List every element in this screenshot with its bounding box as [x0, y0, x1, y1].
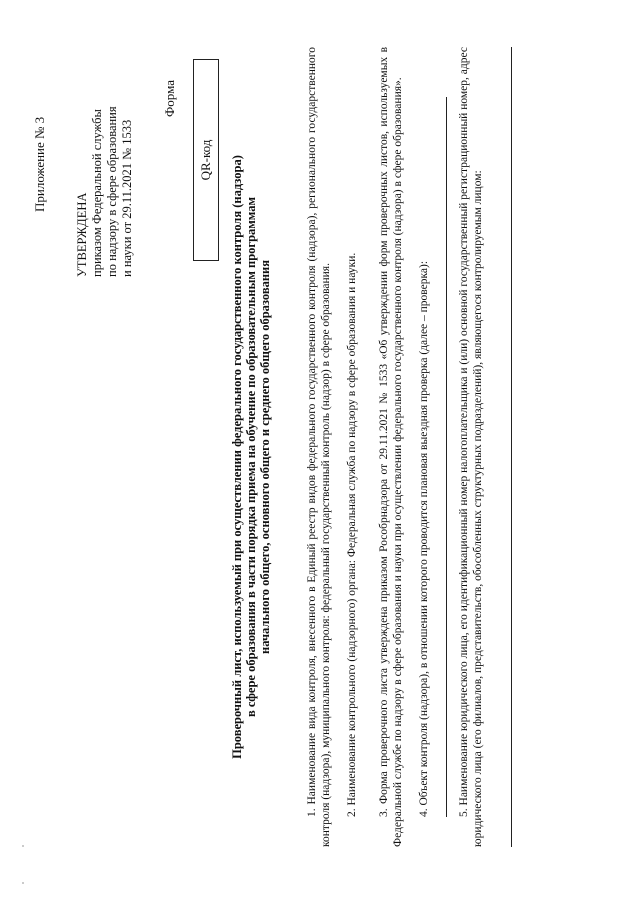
- approval-block: [75, 37, 135, 277]
- paragraph-form-approval: 3. Форма проверочного листа утверждена приказом Рособрнадзора от 29.11.2021 № 1533 «Об утверждении форм проверочных листов, используемых в Федеральной службе по надзору в сфере образования и науки при осуществлении федерального государственного контроля (надзора) в сфере образования».: [378, 47, 404, 847]
- scan-speck: [22, 845, 24, 847]
- document-title: [230, 97, 272, 817]
- approved-line: приказом Федеральной службы: [90, 109, 104, 277]
- title-line: начального общего, основного общего и среднего общего образования: [258, 260, 272, 654]
- fill-in-line: [445, 97, 447, 817]
- paragraph-control-object: 4. Объект контроля (надзора), в отношении которого проводится плановая выездная проверка (далее – проверка):: [418, 260, 430, 817]
- document-sheet: [25, 27, 615, 877]
- paragraph-control-body: 2. Наименование контрольного (надзорного) органа: Федеральная служба по надзору в сфере образования и науки.: [346, 252, 358, 817]
- appendix-number: Приложение № 3: [32, 116, 47, 212]
- qr-code-box: [193, 59, 219, 261]
- form-label: Форма: [162, 80, 177, 117]
- approved-line: и науки от 29.11.2021 № 1533: [120, 119, 134, 277]
- title-line: в сфере образования в части порядка приема на обучение по образовательным программам: [244, 197, 258, 718]
- qr-code-label: QR-код: [198, 139, 213, 181]
- title-line: Проверочный лист, используемый при осуществлении федерального государственного контроля (надзора): [230, 155, 244, 759]
- paragraph-legal-entity: 5. Наименование юридического лица, его идентификационный номер налогоплательщика и (или) основной государственный регистрационный номер, адрес юридического лица (его филиалов, представительств, обособленных структурных подразделений), являющегося контролируемым лицом:: [458, 47, 484, 847]
- scan-speck: [22, 882, 24, 884]
- approved-line: по надзору в сфере образования: [105, 106, 119, 277]
- fill-in-line: [510, 47, 512, 847]
- approved-lead: УТВЕРЖДЕНА: [75, 192, 89, 277]
- paragraph-control-type: 1. Наименование вида контроля, внесенного в Единый реестр видов федерального государственного контроля (надзора), регионального государственного контроля (надзора), муниципального контроля: федеральный государственный контроль (надзор) в сфере образования.: [306, 47, 332, 847]
